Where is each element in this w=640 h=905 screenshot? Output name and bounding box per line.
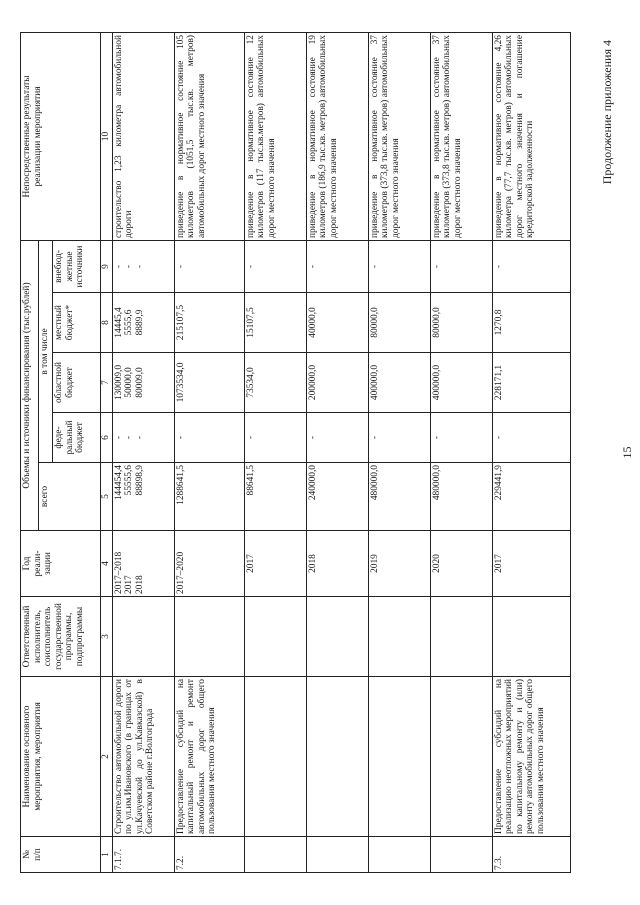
row-name: Предоставление субсидий на реализацию неотложных мероприятий по капитальному ремонту и (или) ремонту автомобильных дорог общего пользования местного значения — [492, 677, 570, 837]
row-extra: - — [174, 241, 244, 293]
header-num: № п/п — [21, 837, 101, 873]
row-executor — [244, 597, 306, 677]
row-total: 88641,5 — [244, 463, 306, 531]
row-federal: - — [492, 413, 570, 463]
table-row — [306, 33, 368, 873]
row-results: приведение в нормативное состояние 37 километров (373,8 тыс.кв. метров) автомобильных дорог местного значения — [368, 33, 430, 241]
row-name — [368, 677, 430, 837]
col-number: 4 — [101, 531, 113, 597]
row-local: 15107,5 — [244, 293, 306, 353]
header-name: Наименование основного мероприятия, мероприятия — [21, 677, 101, 837]
header-local: местный бюджет* — [53, 293, 101, 353]
row-results: приведение в нормативное состояние 19 километров (186,9 тыс.кв. метров) автомобильных дорог местного значения — [306, 33, 368, 241]
row-extra: - — [430, 241, 492, 293]
row-regional: 130009,0 50000,0 80009,0 — [112, 353, 174, 413]
row-regional: 400000,0 — [368, 353, 430, 413]
col-number: 9 — [101, 241, 113, 293]
row-num: 7.1.7. — [112, 837, 174, 873]
col-number: 8 — [101, 293, 113, 353]
row-year: 2017 — [492, 531, 570, 597]
header-incl: в том числе — [39, 241, 53, 463]
row-year: 2017 — [244, 531, 306, 597]
row-extra: - — [368, 241, 430, 293]
row-federal: - — [368, 413, 430, 463]
row-total: 240000,0 — [306, 463, 368, 531]
col-number: 5 — [101, 463, 113, 531]
row-name: Строительство автомобильной дороги по ул.им.Ивановского (в границах от ул.Качуевской до ул.Кавказской) в Советском районе г.Волгограда — [112, 677, 174, 837]
row-total: 144454,4 55555,6 88898,9 — [112, 463, 174, 531]
row-year: 2019 — [368, 531, 430, 597]
row-results: приведение в нормативное состояние 105 километров (1051,5 тыс.кв. метров) автомобильных дорог местного значения — [174, 33, 244, 241]
row-executor — [492, 597, 570, 677]
row-executor — [368, 597, 430, 677]
row-total: 480000,0 — [368, 463, 430, 531]
row-extra: - — [306, 241, 368, 293]
row-num: 7.2. — [174, 837, 244, 873]
row-regional: 1073534,0 — [174, 353, 244, 413]
row-local: 1270,8 — [492, 293, 570, 353]
col-number: 2 — [101, 677, 113, 837]
col-number: 1 — [101, 837, 113, 873]
row-federal: - — [244, 413, 306, 463]
col-number: 3 — [101, 597, 113, 677]
row-year: 2017–2018 2017 2018 — [112, 531, 174, 597]
row-name — [430, 677, 492, 837]
row-name: Предоставление субсидий на капитальный ремонт и ремонт автомобильных дорог общего пользования местного значения — [174, 677, 244, 837]
row-regional: 228171,1 — [492, 353, 570, 413]
col-number: 7 — [101, 353, 113, 413]
row-total: 480000,0 — [430, 463, 492, 531]
table-row — [492, 33, 570, 873]
budget-table — [20, 32, 571, 873]
table-row — [368, 33, 430, 873]
row-local: 80000,0 — [368, 293, 430, 353]
row-extra: - - - — [112, 241, 174, 293]
row-local: 80000,0 — [430, 293, 492, 353]
row-name — [244, 677, 306, 837]
row-num — [306, 837, 368, 873]
row-results: строительство 1,23 километра автомобильной дороги — [112, 33, 174, 241]
row-local: 14445,4 5555,6 8889,9 — [112, 293, 174, 353]
row-federal: - — [306, 413, 368, 463]
row-total: 1288641,5 — [174, 463, 244, 531]
row-total: 229441,9 — [492, 463, 570, 531]
header-federal: феде- ральный бюджет — [53, 413, 101, 463]
row-executor — [174, 597, 244, 677]
row-regional: 200000,0 — [306, 353, 368, 413]
row-year: 2018 — [306, 531, 368, 597]
col-number: 10 — [101, 33, 113, 241]
header-funding: Объемы и источники финансирования (тыс.рублей) — [21, 241, 39, 531]
row-local: 215107,5 — [174, 293, 244, 353]
header-total: всего — [39, 463, 101, 531]
header-results: Непосредственные результаты реализации мероприятия — [21, 33, 101, 241]
row-name — [306, 677, 368, 837]
appendix-title: Продолжение приложения 4 — [600, 40, 614, 185]
column-numbers-row — [101, 33, 113, 873]
table-row — [174, 33, 244, 873]
row-federal: - — [430, 413, 492, 463]
row-federal: - - - — [112, 413, 174, 463]
row-results: приведение в нормативное состояние 4,26 километра (77,7 тыс.кв. метров) автомобильных дорог местного значения и погашение кредиторской задолженности — [492, 33, 570, 241]
row-extra: - — [492, 241, 570, 293]
row-num: 7.3. — [492, 837, 570, 873]
row-extra: - — [244, 241, 306, 293]
row-num — [368, 837, 430, 873]
row-federal: - — [174, 413, 244, 463]
row-executor — [306, 597, 368, 677]
table-row — [112, 33, 174, 873]
row-results: приведение в нормативное состояние 37 километров (373,8 тыс.кв. метров) автомобильных дорог местного значения — [430, 33, 492, 241]
table-row — [244, 33, 306, 873]
row-regional: 400000,0 — [430, 353, 492, 413]
header-executor: Ответственный исполнитель, соисполнитель государственной программы, подпрограммы — [21, 597, 101, 677]
row-regional: 73534,0 — [244, 353, 306, 413]
row-year: 2020 — [430, 531, 492, 597]
table-row — [430, 33, 492, 873]
header-extra: внебюд- жетные источники — [53, 241, 101, 293]
row-year: 2017–2020 — [174, 531, 244, 597]
row-results: приведение в нормативное состояние 12 километров (117 тыс.кв.метров) автомобильных дорог местного значения — [244, 33, 306, 241]
row-num — [244, 837, 306, 873]
row-executor — [112, 597, 174, 677]
header-regional: областной бюджет — [53, 353, 101, 413]
row-local: 40000,0 — [306, 293, 368, 353]
page-number: 15 — [620, 446, 634, 459]
header-year: Год реали- зации — [21, 531, 101, 597]
row-num — [430, 837, 492, 873]
row-executor — [430, 597, 492, 677]
col-number: 6 — [101, 413, 113, 463]
